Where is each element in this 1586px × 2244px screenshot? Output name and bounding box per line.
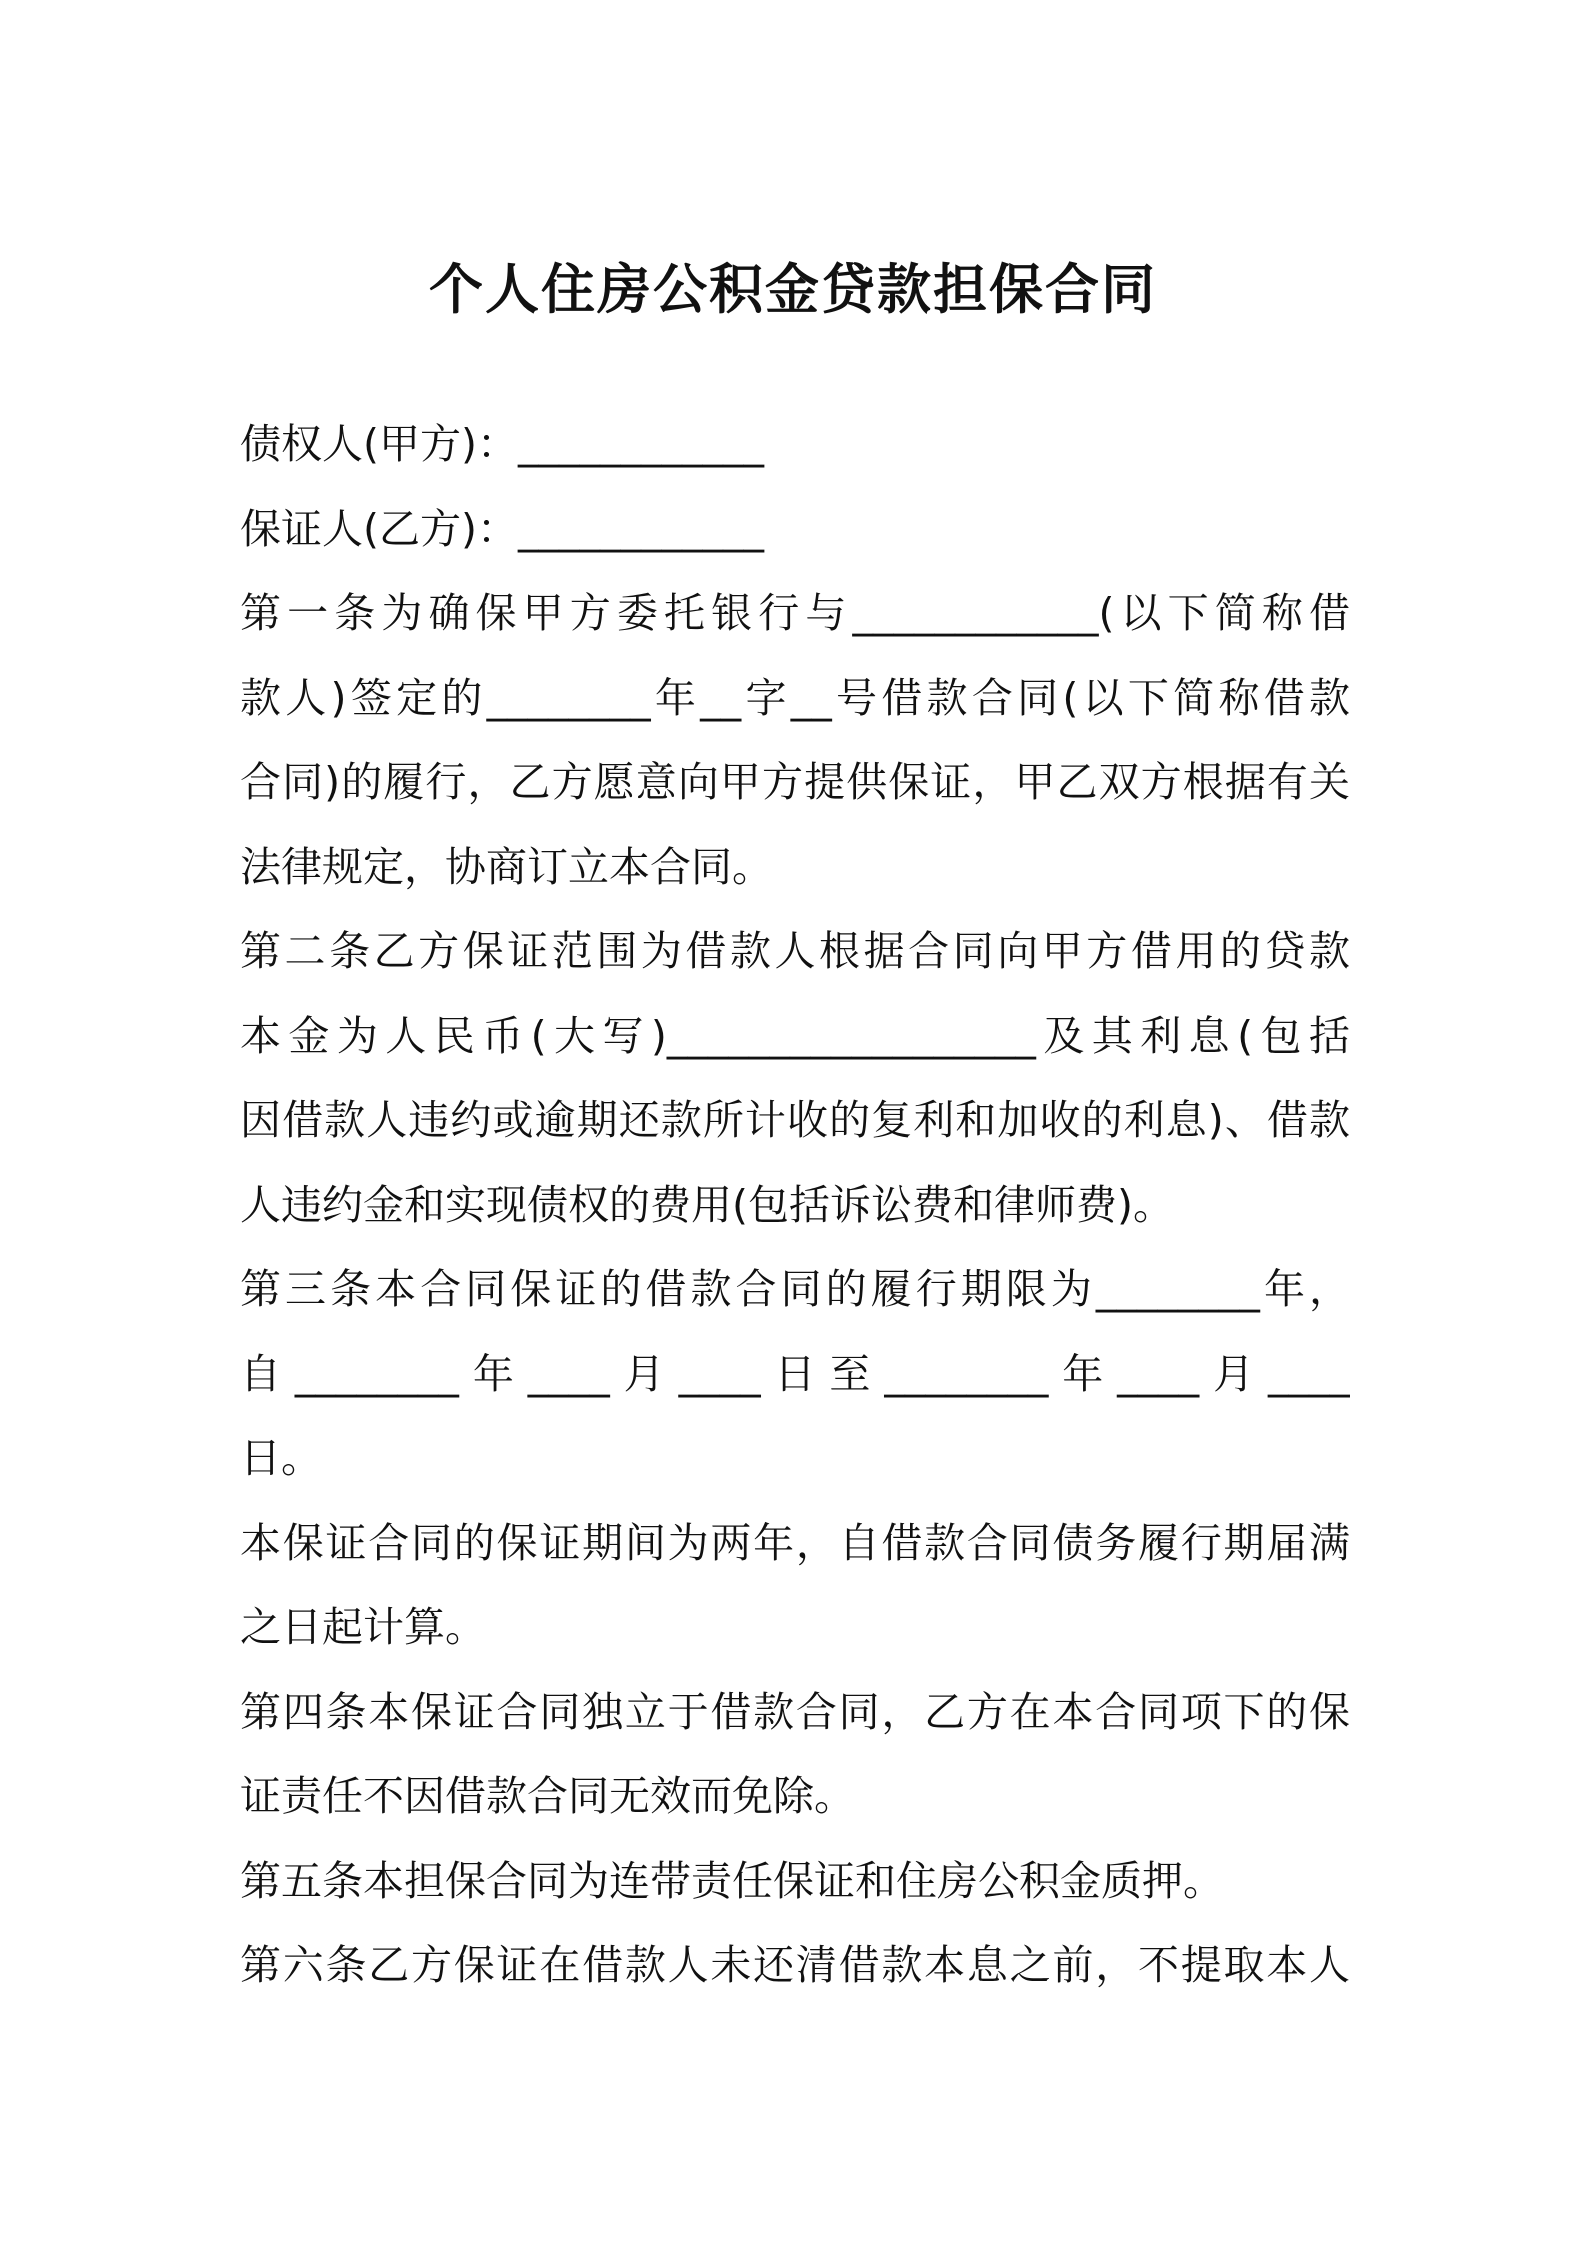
article-6-line-1: 第六条乙方保证在借款人未还清借款本息之前，不提取本人: [240, 1941, 1350, 1989]
article-1-line-1: 第一条为确保甲方委托银行与____________(以下简称借: [240, 589, 1350, 637]
article-4-line-1: 第四条本保证合同独立于借款合同，乙方在本合同项下的保: [240, 1687, 1350, 1736]
article-1-line-3: 合同)的履行，乙方愿意向甲方提供保证，甲乙双方根据有关: [240, 758, 1350, 806]
article-2-line-1: 第二条乙方保证范围为借款人根据合同向甲方借用的贷款: [240, 927, 1350, 975]
creditor-line: 债权人(甲方)：____________: [240, 420, 764, 468]
article-2-line-4: 人违约金和实现债权的费用(包括诉讼费和律师费)。: [240, 1180, 1174, 1229]
article-2-line-2: 本金为人民币(大写)__________________及其利息(包括: [240, 1011, 1350, 1060]
guarantee-period-line-1: 本保证合同的保证期间为两年，自借款合同债务履行期届满: [240, 1518, 1350, 1567]
guarantor-line: 保证人(乙方)：____________: [240, 504, 764, 553]
article-2-line-3: 因借款人违约或逾期还款所计收的复利和加收的利息)、借款: [240, 1096, 1350, 1144]
guarantee-period-line-2: 之日起计算。: [240, 1603, 486, 1651]
article-3-line-1: 第三条本合同保证的借款合同的履行期限为________年，: [240, 1265, 1350, 1313]
document-title: 个人住房公积金贷款担保合同: [429, 258, 1157, 321]
article-1-line-4: 法律规定，协商订立本合同。: [240, 842, 773, 891]
article-5-line: 第五条本担保合同为连带责任保证和住房公积金质押。: [240, 1856, 1224, 1905]
article-4-line-2: 证责任不因借款合同无效而免除。: [240, 1772, 855, 1820]
article-3-line-3: 日。: [240, 1434, 322, 1482]
article-1-line-2: 款人)签定的________年__字__号借款合同(以下简称借款: [240, 673, 1350, 722]
document-body: [240, 402, 1350, 2008]
article-3-line-2: 自________年____月____日至________年____月____: [240, 1349, 1350, 1398]
